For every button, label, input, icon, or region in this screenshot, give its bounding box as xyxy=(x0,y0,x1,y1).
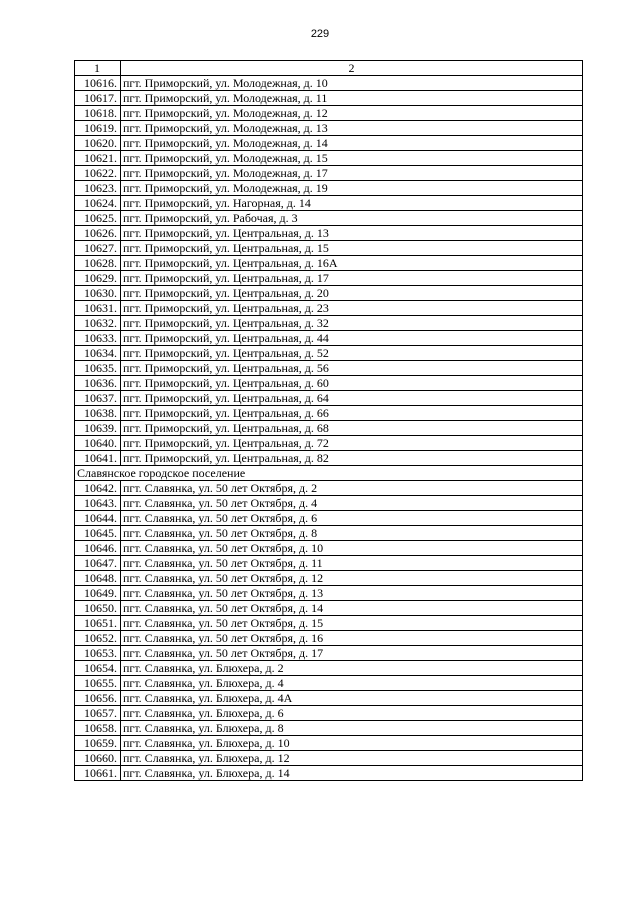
row-number: 10632. xyxy=(75,316,121,331)
row-address: пгт. Приморский, ул. Центральная, д. 20 xyxy=(121,286,583,301)
row-number: 10629. xyxy=(75,271,121,286)
table-row xyxy=(75,91,583,106)
header-col-number: 1 xyxy=(75,61,121,76)
table-row xyxy=(75,301,583,316)
row-address: пгт. Приморский, ул. Центральная, д. 32 xyxy=(121,316,583,331)
row-address: пгт. Приморский, ул. Центральная, д. 52 xyxy=(121,346,583,361)
row-address: пгт. Приморский, ул. Молодежная, д. 19 xyxy=(121,181,583,196)
row-address: пгт. Приморский, ул. Центральная, д. 16А xyxy=(121,256,583,271)
table-row xyxy=(75,526,583,541)
row-number: 10617. xyxy=(75,91,121,106)
row-number: 10647. xyxy=(75,556,121,571)
row-address: пгт. Славянка, ул. 50 лет Октября, д. 13 xyxy=(121,586,583,601)
header-col-address: 2 xyxy=(121,61,583,76)
row-address: пгт. Славянка, ул. 50 лет Октября, д. 8 xyxy=(121,526,583,541)
row-number: 10638. xyxy=(75,406,121,421)
table-row xyxy=(75,316,583,331)
row-number: 10641. xyxy=(75,451,121,466)
row-address: пгт. Славянка, ул. Блюхера, д. 2 xyxy=(121,661,583,676)
row-number: 10659. xyxy=(75,736,121,751)
row-number: 10646. xyxy=(75,541,121,556)
table-row xyxy=(75,286,583,301)
row-address: пгт. Приморский, ул. Молодежная, д. 12 xyxy=(121,106,583,121)
table-row xyxy=(75,211,583,226)
row-number: 10624. xyxy=(75,196,121,211)
row-number: 10657. xyxy=(75,706,121,721)
table-row xyxy=(75,691,583,706)
table-row xyxy=(75,361,583,376)
table-row xyxy=(75,421,583,436)
table-row xyxy=(75,181,583,196)
table-row xyxy=(75,586,583,601)
row-number: 10618. xyxy=(75,106,121,121)
row-address: пгт. Славянка, ул. 50 лет Октября, д. 2 xyxy=(121,481,583,496)
row-address: пгт. Приморский, ул. Центральная, д. 68 xyxy=(121,421,583,436)
row-address: пгт. Славянка, ул. 50 лет Октября, д. 10 xyxy=(121,541,583,556)
row-number: 10649. xyxy=(75,586,121,601)
row-number: 10660. xyxy=(75,751,121,766)
row-number: 10655. xyxy=(75,676,121,691)
row-number: 10628. xyxy=(75,256,121,271)
section-title: Славянское городское поселение xyxy=(75,466,583,481)
row-number: 10654. xyxy=(75,661,121,676)
table-row xyxy=(75,241,583,256)
row-address: пгт. Приморский, ул. Молодежная, д. 17 xyxy=(121,166,583,181)
table-row xyxy=(75,106,583,121)
address-table-body xyxy=(75,61,583,781)
row-address: пгт. Славянка, ул. Блюхера, д. 10 xyxy=(121,736,583,751)
table-row xyxy=(75,481,583,496)
row-number: 10644. xyxy=(75,511,121,526)
row-address: пгт. Приморский, ул. Центральная, д. 82 xyxy=(121,451,583,466)
row-address: пгт. Приморский, ул. Центральная, д. 44 xyxy=(121,331,583,346)
table-row xyxy=(75,511,583,526)
table-row xyxy=(75,631,583,646)
table-row xyxy=(75,376,583,391)
table-row xyxy=(75,766,583,781)
row-number: 10651. xyxy=(75,616,121,631)
table-row xyxy=(75,256,583,271)
row-address: пгт. Приморский, ул. Молодежная, д. 10 xyxy=(121,76,583,91)
row-number: 10648. xyxy=(75,571,121,586)
table-row xyxy=(75,151,583,166)
table-row xyxy=(75,226,583,241)
table-row xyxy=(75,406,583,421)
row-address: пгт. Приморский, ул. Молодежная, д. 14 xyxy=(121,136,583,151)
row-address: пгт. Приморский, ул. Центральная, д. 13 xyxy=(121,226,583,241)
row-address: пгт. Приморский, ул. Центральная, д. 23 xyxy=(121,301,583,316)
table-header-row xyxy=(75,61,583,76)
table-row xyxy=(75,391,583,406)
table-row xyxy=(75,706,583,721)
table-row xyxy=(75,166,583,181)
row-address: пгт. Приморский, ул. Центральная, д. 64 xyxy=(121,391,583,406)
table-row xyxy=(75,196,583,211)
table-row xyxy=(75,331,583,346)
row-address: пгт. Приморский, ул. Рабочая, д. 3 xyxy=(121,211,583,226)
row-number: 10620. xyxy=(75,136,121,151)
section-row xyxy=(75,466,583,481)
table-row xyxy=(75,496,583,511)
table-row xyxy=(75,436,583,451)
row-number: 10631. xyxy=(75,301,121,316)
table-row xyxy=(75,556,583,571)
page-number: 229 xyxy=(310,28,330,40)
row-number: 10652. xyxy=(75,631,121,646)
row-address: пгт. Приморский, ул. Нагорная, д. 14 xyxy=(121,196,583,211)
table-row xyxy=(75,346,583,361)
row-number: 10640. xyxy=(75,436,121,451)
table-row xyxy=(75,601,583,616)
row-number: 10661. xyxy=(75,766,121,781)
row-address: пгт. Приморский, ул. Молодежная, д. 15 xyxy=(121,151,583,166)
table-row xyxy=(75,121,583,136)
row-address: пгт. Приморский, ул. Молодежная, д. 11 xyxy=(121,91,583,106)
row-address: пгт. Приморский, ул. Центральная, д. 15 xyxy=(121,241,583,256)
row-number: 10625. xyxy=(75,211,121,226)
table-row xyxy=(75,646,583,661)
row-number: 10630. xyxy=(75,286,121,301)
row-number: 10637. xyxy=(75,391,121,406)
row-number: 10634. xyxy=(75,346,121,361)
row-address: пгт. Славянка, ул. 50 лет Октября, д. 6 xyxy=(121,511,583,526)
row-number: 10650. xyxy=(75,601,121,616)
row-number: 10616. xyxy=(75,76,121,91)
row-address: пгт. Славянка, ул. Блюхера, д. 14 xyxy=(121,766,583,781)
table-row xyxy=(75,451,583,466)
row-address: пгт. Славянка, ул. 50 лет Октября, д. 17 xyxy=(121,646,583,661)
row-address: пгт. Славянка, ул. 50 лет Октября, д. 4 xyxy=(121,496,583,511)
row-address: пгт. Приморский, ул. Центральная, д. 72 xyxy=(121,436,583,451)
address-table xyxy=(74,60,583,781)
row-address: пгт. Славянка, ул. Блюхера, д. 4 xyxy=(121,676,583,691)
row-address: пгт. Славянка, ул. 50 лет Октября, д. 14 xyxy=(121,601,583,616)
table-row xyxy=(75,571,583,586)
row-number: 10627. xyxy=(75,241,121,256)
table-row xyxy=(75,271,583,286)
row-address: пгт. Славянка, ул. 50 лет Октября, д. 12 xyxy=(121,571,583,586)
row-number: 10633. xyxy=(75,331,121,346)
row-number: 10653. xyxy=(75,646,121,661)
table-row xyxy=(75,616,583,631)
row-address: пгт. Славянка, ул. 50 лет Октября, д. 15 xyxy=(121,616,583,631)
row-number: 10642. xyxy=(75,481,121,496)
row-number: 10639. xyxy=(75,421,121,436)
row-number: 10658. xyxy=(75,721,121,736)
table-row xyxy=(75,676,583,691)
row-address: пгт. Приморский, ул. Центральная, д. 17 xyxy=(121,271,583,286)
table-row xyxy=(75,751,583,766)
row-address: пгт. Приморский, ул. Центральная, д. 66 xyxy=(121,406,583,421)
row-address: пгт. Славянка, ул. Блюхера, д. 6 xyxy=(121,706,583,721)
row-address: пгт. Славянка, ул. Блюхера, д. 12 xyxy=(121,751,583,766)
table-row xyxy=(75,661,583,676)
table-row xyxy=(75,541,583,556)
row-address: пгт. Приморский, ул. Центральная, д. 56 xyxy=(121,361,583,376)
row-number: 10643. xyxy=(75,496,121,511)
table-row xyxy=(75,721,583,736)
row-address: пгт. Славянка, ул. Блюхера, д. 8 xyxy=(121,721,583,736)
row-number: 10622. xyxy=(75,166,121,181)
row-number: 10626. xyxy=(75,226,121,241)
row-address: пгт. Приморский, ул. Молодежная, д. 13 xyxy=(121,121,583,136)
row-number: 10656. xyxy=(75,691,121,706)
table-row xyxy=(75,736,583,751)
row-address: пгт. Славянка, ул. 50 лет Октября, д. 11 xyxy=(121,556,583,571)
row-number: 10636. xyxy=(75,376,121,391)
row-number: 10645. xyxy=(75,526,121,541)
row-number: 10619. xyxy=(75,121,121,136)
table-row xyxy=(75,76,583,91)
row-number: 10621. xyxy=(75,151,121,166)
row-number: 10635. xyxy=(75,361,121,376)
row-number: 10623. xyxy=(75,181,121,196)
row-address: пгт. Славянка, ул. Блюхера, д. 4А xyxy=(121,691,583,706)
table-row xyxy=(75,136,583,151)
row-address: пгт. Славянка, ул. 50 лет Октября, д. 16 xyxy=(121,631,583,646)
row-address: пгт. Приморский, ул. Центральная, д. 60 xyxy=(121,376,583,391)
